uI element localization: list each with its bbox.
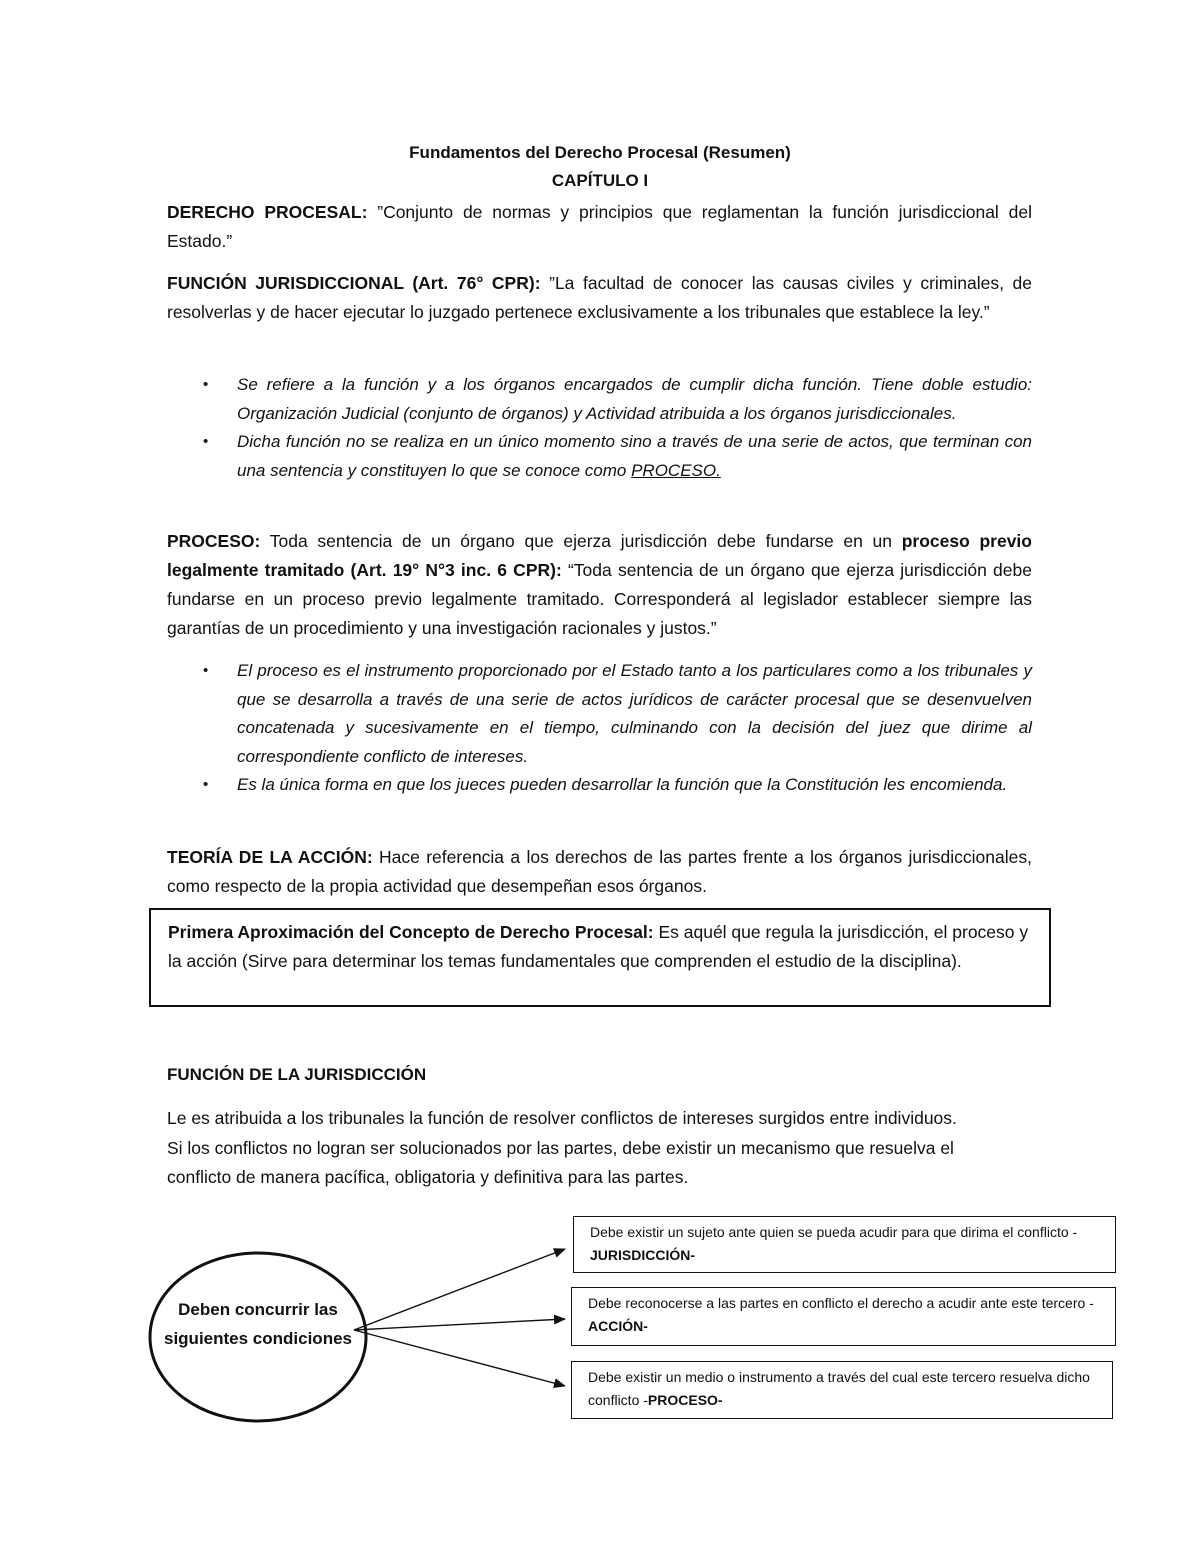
bullet-icon: •	[203, 776, 209, 793]
proceso-text-1: Toda sentencia de un órgano que ejerza jurisdicción debe fundarse en un	[260, 531, 902, 551]
proceso-term: PROCESO:	[167, 531, 261, 551]
bullet-icon: •	[203, 662, 209, 679]
condition-box-jurisdiccion	[573, 1216, 1116, 1273]
teoria-accion-text: Hace referencia a los derechos de las partes frente a los órganos jurisdiccionales, como respecto de la propia actividad que desempeñan esos órganos.	[167, 847, 1032, 896]
condition-box-proceso	[571, 1361, 1113, 1419]
derecho-procesal-definition: ”Conjunto de normas y principios que reglamentan la función jurisdiccional del Estado.”	[167, 202, 1032, 251]
definition-box-term: Primera Aproximación del Concepto de Derecho Procesal:	[168, 922, 654, 942]
chapter-heading: CAPÍTULO I	[551, 171, 649, 190]
document-title: Fundamentos del Derecho Procesal (Resumen)	[409, 143, 791, 162]
condition-tag: ACCIÓN-	[588, 1318, 648, 1334]
condition-text: Debe existir un medio o instrumento a través del cual este tercero resuelva dicho conflicto -	[588, 1369, 1090, 1408]
oval-label: Deben concurrir las siguientes condiciones	[164, 1300, 352, 1348]
funcion-jurisdiccional-term: FUNCIÓN JURISDICCIONAL (Art. 76° CPR):	[167, 273, 541, 293]
funcion-jurisdiccional-definition: ”La facultad de conocer las causas civiles y criminales, de resolverlas y de hacer ejecutar lo juzgado pertenece exclusivamente a los tribunales que establece la ley.”	[167, 273, 1032, 322]
proceso-text-2: “Toda sentencia de un órgano que ejerza jurisdicción debe fundarse en un proceso previo legalmente tramitado. Corresponderá al legislador establecer siempre las garantías de un procedimiento y una investigación racionales y justos.”	[167, 560, 1032, 638]
condition-tag: PROCESO-	[647, 1392, 723, 1408]
condition-text: Debe reconocerse a las partes en conflicto el derecho a acudir ante este tercero -	[588, 1295, 1094, 1311]
bullet-text: Dicha función no se realiza en un único momento sino a través de una serie de actos, que terminan con una sentencia y constituyen lo que se conoce como	[237, 432, 1032, 480]
condition-text: Debe existir un sujeto ante quien se pueda acudir para que dirima el conflicto -	[590, 1224, 1078, 1240]
proceso-underlined: PROCESO.	[631, 460, 721, 480]
condition-box-accion	[571, 1287, 1116, 1346]
bullet-text: Es la única forma en que los jueces pueden desarrollar la función que la Constitución les encomienda.	[237, 775, 1008, 794]
arrow-accion	[354, 1319, 565, 1330]
bullet-text: El proceso es el instrumento proporcionado por el Estado tanto a los particulares como a los tribunales y que se desarrolla a través de una serie de actos jurídicos de carácter procesal que se desenvuelven concatenada y sucesivamente en el tiempo, culminando con la decisión del juez que dirime al correspondiente conflicto de intereses.	[237, 661, 1032, 766]
derecho-procesal-term: DERECHO PROCESAL:	[167, 202, 368, 222]
teoria-accion-term: TEORÍA DE LA ACCIÓN:	[167, 847, 373, 867]
arrow-jurisdiccion	[354, 1249, 565, 1330]
bullet-text: Se refiere a la función y a los órganos encargados de cumplir dicha función. Tiene doble estudio: Organización Judicial (conjunto de órganos) y Actividad atribuida a los órganos jurisdiccionales.	[237, 375, 1032, 423]
proceso-bold-phrase: proceso previo legalmente tramitado (Art. 19° N°3 inc. 6 CPR):	[167, 531, 1032, 580]
funcion-jurisdiccion-paragraph: Le es atribuida a los tribunales la función de resolver conflictos de intereses surgidos entre individuos. Si los conflictos no logran ser solucionados por las partes, debe existir un mecanismo que resuelva el conflicto de manera pacífica, obligatoria y definitiva para las partes.	[167, 1108, 957, 1187]
bullet-icon: •	[203, 376, 209, 393]
arrow-proceso	[354, 1330, 565, 1386]
definition-box-body: Es aquél que regula la jurisdicción, el proceso y la acción (Sirve para determinar los temas fundamentales que comprenden el estudio de la disciplina).	[168, 922, 1029, 971]
section-heading: FUNCIÓN DE LA JURISDICCIÓN	[167, 1065, 427, 1084]
bullet-icon: •	[203, 433, 209, 450]
condition-tag: JURISDICCIÓN-	[590, 1247, 696, 1263]
